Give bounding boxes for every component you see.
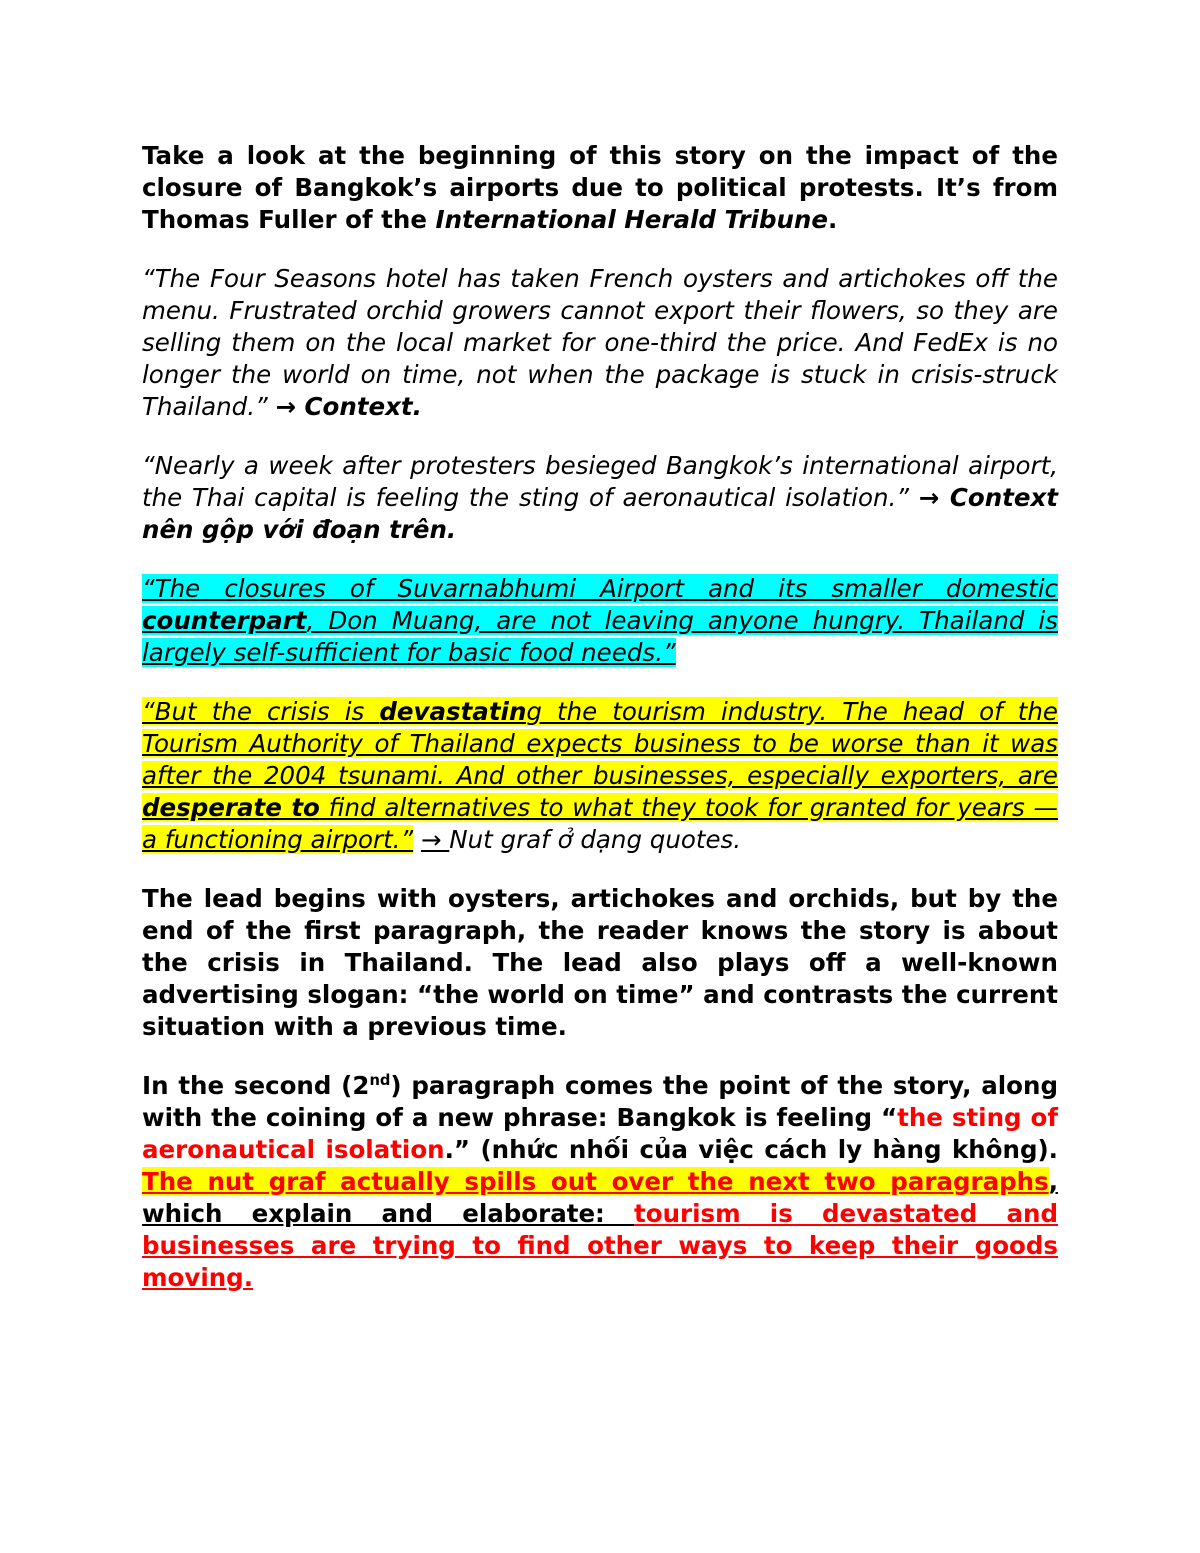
- quote-4-part-a: “But the crisis is: [142, 697, 380, 726]
- quote-4-part-c: g the tourism industry. The head of the Tourism Authority of Thailand expects business to be worse than it was after the 2004 tsunami. And other businesses, especially exporters, are: [142, 697, 1058, 790]
- quote-paragraph-1: [142, 263, 1058, 423]
- quote-3-part-a: “The closures of Suvarnabhumi Airport and its smaller domestic: [142, 574, 1058, 603]
- quote-4-bold-phrase: desperate to: [142, 793, 320, 822]
- quote-2-note: Context nên gộp với đoạn trên.: [142, 483, 1058, 544]
- quote-3-bold-word: counterpart: [142, 606, 307, 635]
- quote-2-text: “Nearly a week after protesters besieged Bangkok’s international airport, the Thai capital is feeling the sting of aeronautical isolation.”: [142, 451, 1058, 512]
- quote-1-note: Context.: [296, 392, 422, 421]
- analysis-paragraph-1: [142, 883, 1058, 1043]
- quote-4-note: Nut graf ở dạng quotes.: [449, 825, 742, 854]
- quote-4-bold-word: devastatin: [379, 697, 527, 726]
- comma-underlined: , which explain and elaborate:: [142, 1167, 1058, 1228]
- key-phrase: the sting of aeronautical isolation: [142, 1103, 1058, 1164]
- analysis-2-part-d: .” (nhức nhối của việc cách ly hàng không).: [444, 1135, 1058, 1164]
- intro-end: .: [828, 205, 838, 234]
- analysis-1-text: The lead begins with oysters, artichokes and orchids, but by the end of the first paragraph, the reader knows the story is about the crisis in Thailand. The lead also plays off a well-known advertising slogan: “the world on time” and contrasts the current situation with a previous time.: [142, 884, 1058, 1041]
- intro-text: Take a look at the beginning of this story on the impact of the closure of Bangkok’s airports due to political protests. It’s from Thomas Fuller of the: [142, 141, 1058, 234]
- quote-4-space: [413, 825, 421, 854]
- quote-4-part-e: find alternatives to what they took for granted for years — a functioning airport.”: [142, 793, 1058, 854]
- analysis-2-part-a: In the second (2: [142, 1071, 370, 1100]
- quote-paragraph-4: [142, 696, 1058, 856]
- publication-name: International Herald Tribune: [435, 205, 828, 234]
- quote-3-part-c: , Don Muang, are not leaving anyone hungry. Thailand is largely self-sufficient for basic food needs.”: [142, 606, 1058, 667]
- quote-paragraph-3: [142, 573, 1058, 669]
- quote-paragraph-2: [142, 450, 1058, 546]
- quote-1-text: “The Four Seasons hotel has taken French oysters and artichokes off the menu. Frustrated orchid growers cannot export their flowers, so they are selling them on the local market for one-third the price. And FedEx is no longer the world on time, not when the package is stuck in crisis-struck Thailand.”: [142, 264, 1058, 421]
- analysis-2-part-b: ) paragraph comes the point of the story, along with the coining of a new phrase: Bangkok is feeling “: [142, 1071, 1058, 1132]
- conclusion-text: tourism is devastated and businesses are trying to find other ways to keep their goods moving.: [142, 1199, 1058, 1292]
- document-page: [142, 140, 1058, 1321]
- highlighted-nut-graf-sentence: The nut graf actually spills out over the next two paragraphs: [142, 1167, 1049, 1196]
- analysis-paragraph-2: [142, 1070, 1058, 1294]
- arrow-icon: →: [275, 392, 297, 421]
- arrow-icon: →: [420, 825, 442, 854]
- intro-paragraph: [142, 140, 1058, 236]
- ordinal-suffix: nd: [369, 1071, 391, 1089]
- arrow-icon: →: [918, 483, 940, 512]
